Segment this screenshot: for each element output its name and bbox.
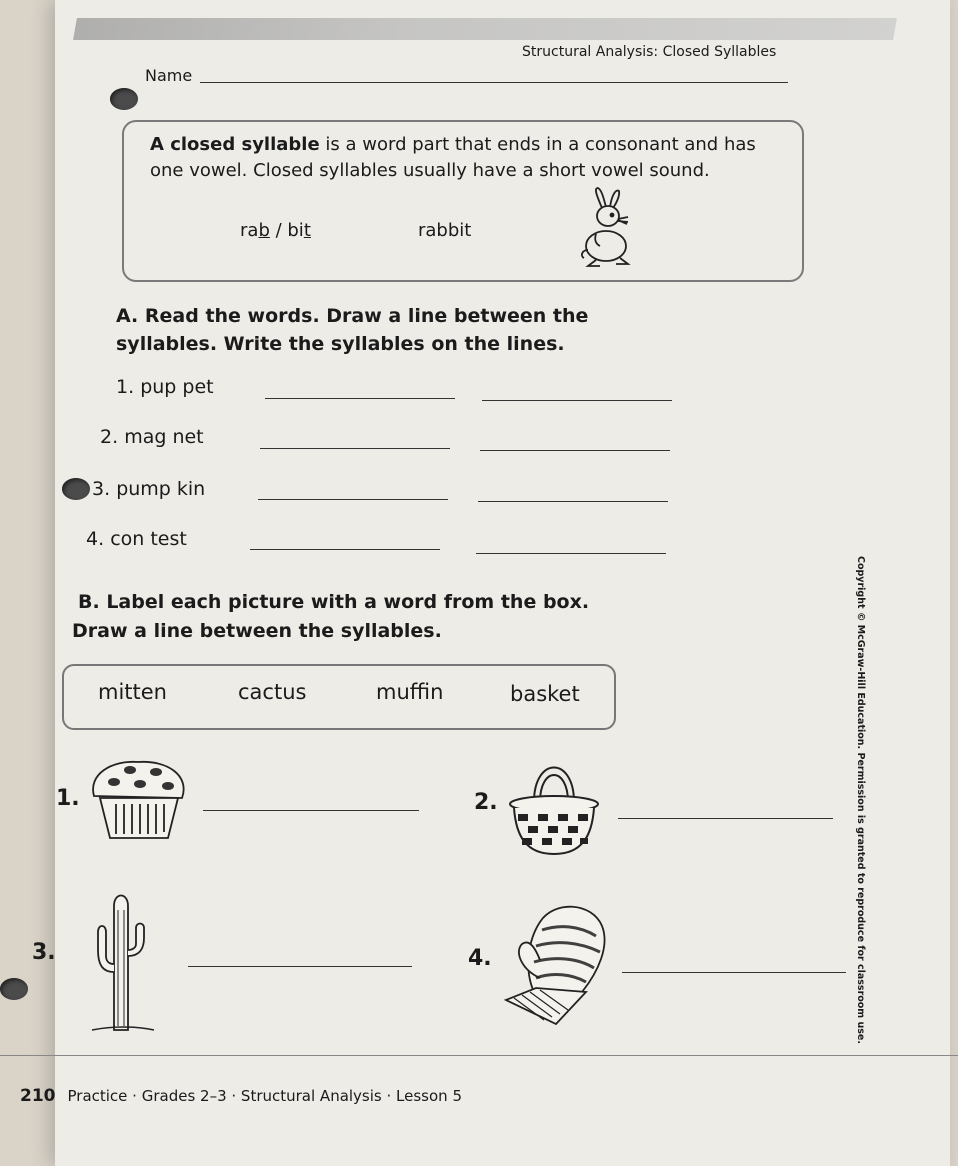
section-b-instructions-line2: Draw a line between the syllables. <box>72 620 442 642</box>
picture-number: 4. <box>468 946 492 971</box>
item-word: mag net <box>124 426 204 448</box>
answer-line[interactable] <box>260 448 450 449</box>
definition-text <box>150 132 770 184</box>
rabbit-icon <box>566 186 640 272</box>
name-label: Name <box>145 66 193 85</box>
word-bank-item: cactus <box>238 680 307 704</box>
picture-number: 3. <box>32 940 56 965</box>
header-band <box>73 18 897 40</box>
answer-line[interactable] <box>188 966 412 967</box>
section-a-instructions: A. Read the words. Draw a line between the syllables. Write the syllables on the lines. <box>116 305 589 355</box>
definition-body: is a word part that ends in a consonant and has one vowel. Closed syllables usually have a short vowel sound. <box>150 134 756 181</box>
picture-number: 2. <box>474 790 498 815</box>
answer-line[interactable] <box>258 499 448 500</box>
item-word: con test <box>110 528 187 550</box>
section-b-instructions: B. Label each picture with a word from the box. <box>78 591 590 613</box>
example-part: ra <box>240 220 259 241</box>
copyright-notice: Copyright © McGraw-Hill Education. Permission is granted to reproduce for classroom use. <box>855 556 866 1044</box>
definition-term: A closed syllable <box>150 134 320 155</box>
item-number: 1. <box>116 376 135 398</box>
item-number: 2. <box>100 426 119 448</box>
answer-line[interactable] <box>480 450 670 451</box>
page-number: 210 <box>20 1086 56 1106</box>
item-number: 4. <box>86 528 105 550</box>
item-word: pup pet <box>140 376 214 398</box>
word-bank-item: basket <box>510 682 580 706</box>
picture-number: 1. <box>56 786 80 811</box>
list-item <box>92 478 205 500</box>
page-title: Structural Analysis: Closed Syllables <box>522 44 777 60</box>
item-word: pump kin <box>116 478 206 500</box>
item-number: 3. <box>92 478 111 500</box>
example-underlined-consonant: t <box>303 220 311 241</box>
name-field-line[interactable] <box>200 82 788 83</box>
answer-line[interactable] <box>618 818 833 819</box>
answer-line[interactable] <box>476 553 666 554</box>
syllable-example <box>240 220 311 241</box>
answer-line[interactable] <box>482 400 672 401</box>
binder-hole <box>62 478 90 500</box>
binder-hole <box>0 978 28 1000</box>
binder-hole <box>110 88 138 110</box>
basket-icon <box>506 746 602 860</box>
footer-divider <box>0 1055 958 1056</box>
example-underlined-consonant: b <box>258 220 270 241</box>
example-word: rabbit <box>418 220 472 241</box>
answer-line[interactable] <box>203 810 419 811</box>
list-item <box>116 376 214 398</box>
mitten-icon <box>500 900 610 1026</box>
answer-line[interactable] <box>250 549 440 550</box>
list-item <box>100 426 204 448</box>
cactus-icon <box>88 886 158 1036</box>
word-bank-item: mitten <box>98 680 167 704</box>
list-item <box>86 528 187 550</box>
answer-line[interactable] <box>478 501 668 502</box>
footer-text: Practice · Grades 2–3 · Structural Analysis · Lesson 5 <box>67 1087 462 1105</box>
example-part: / bi <box>269 220 304 241</box>
footer <box>20 1086 462 1106</box>
answer-line[interactable] <box>265 398 455 399</box>
muffin-icon <box>86 752 190 842</box>
word-bank-item: muffin <box>376 680 444 704</box>
answer-line[interactable] <box>622 972 846 973</box>
